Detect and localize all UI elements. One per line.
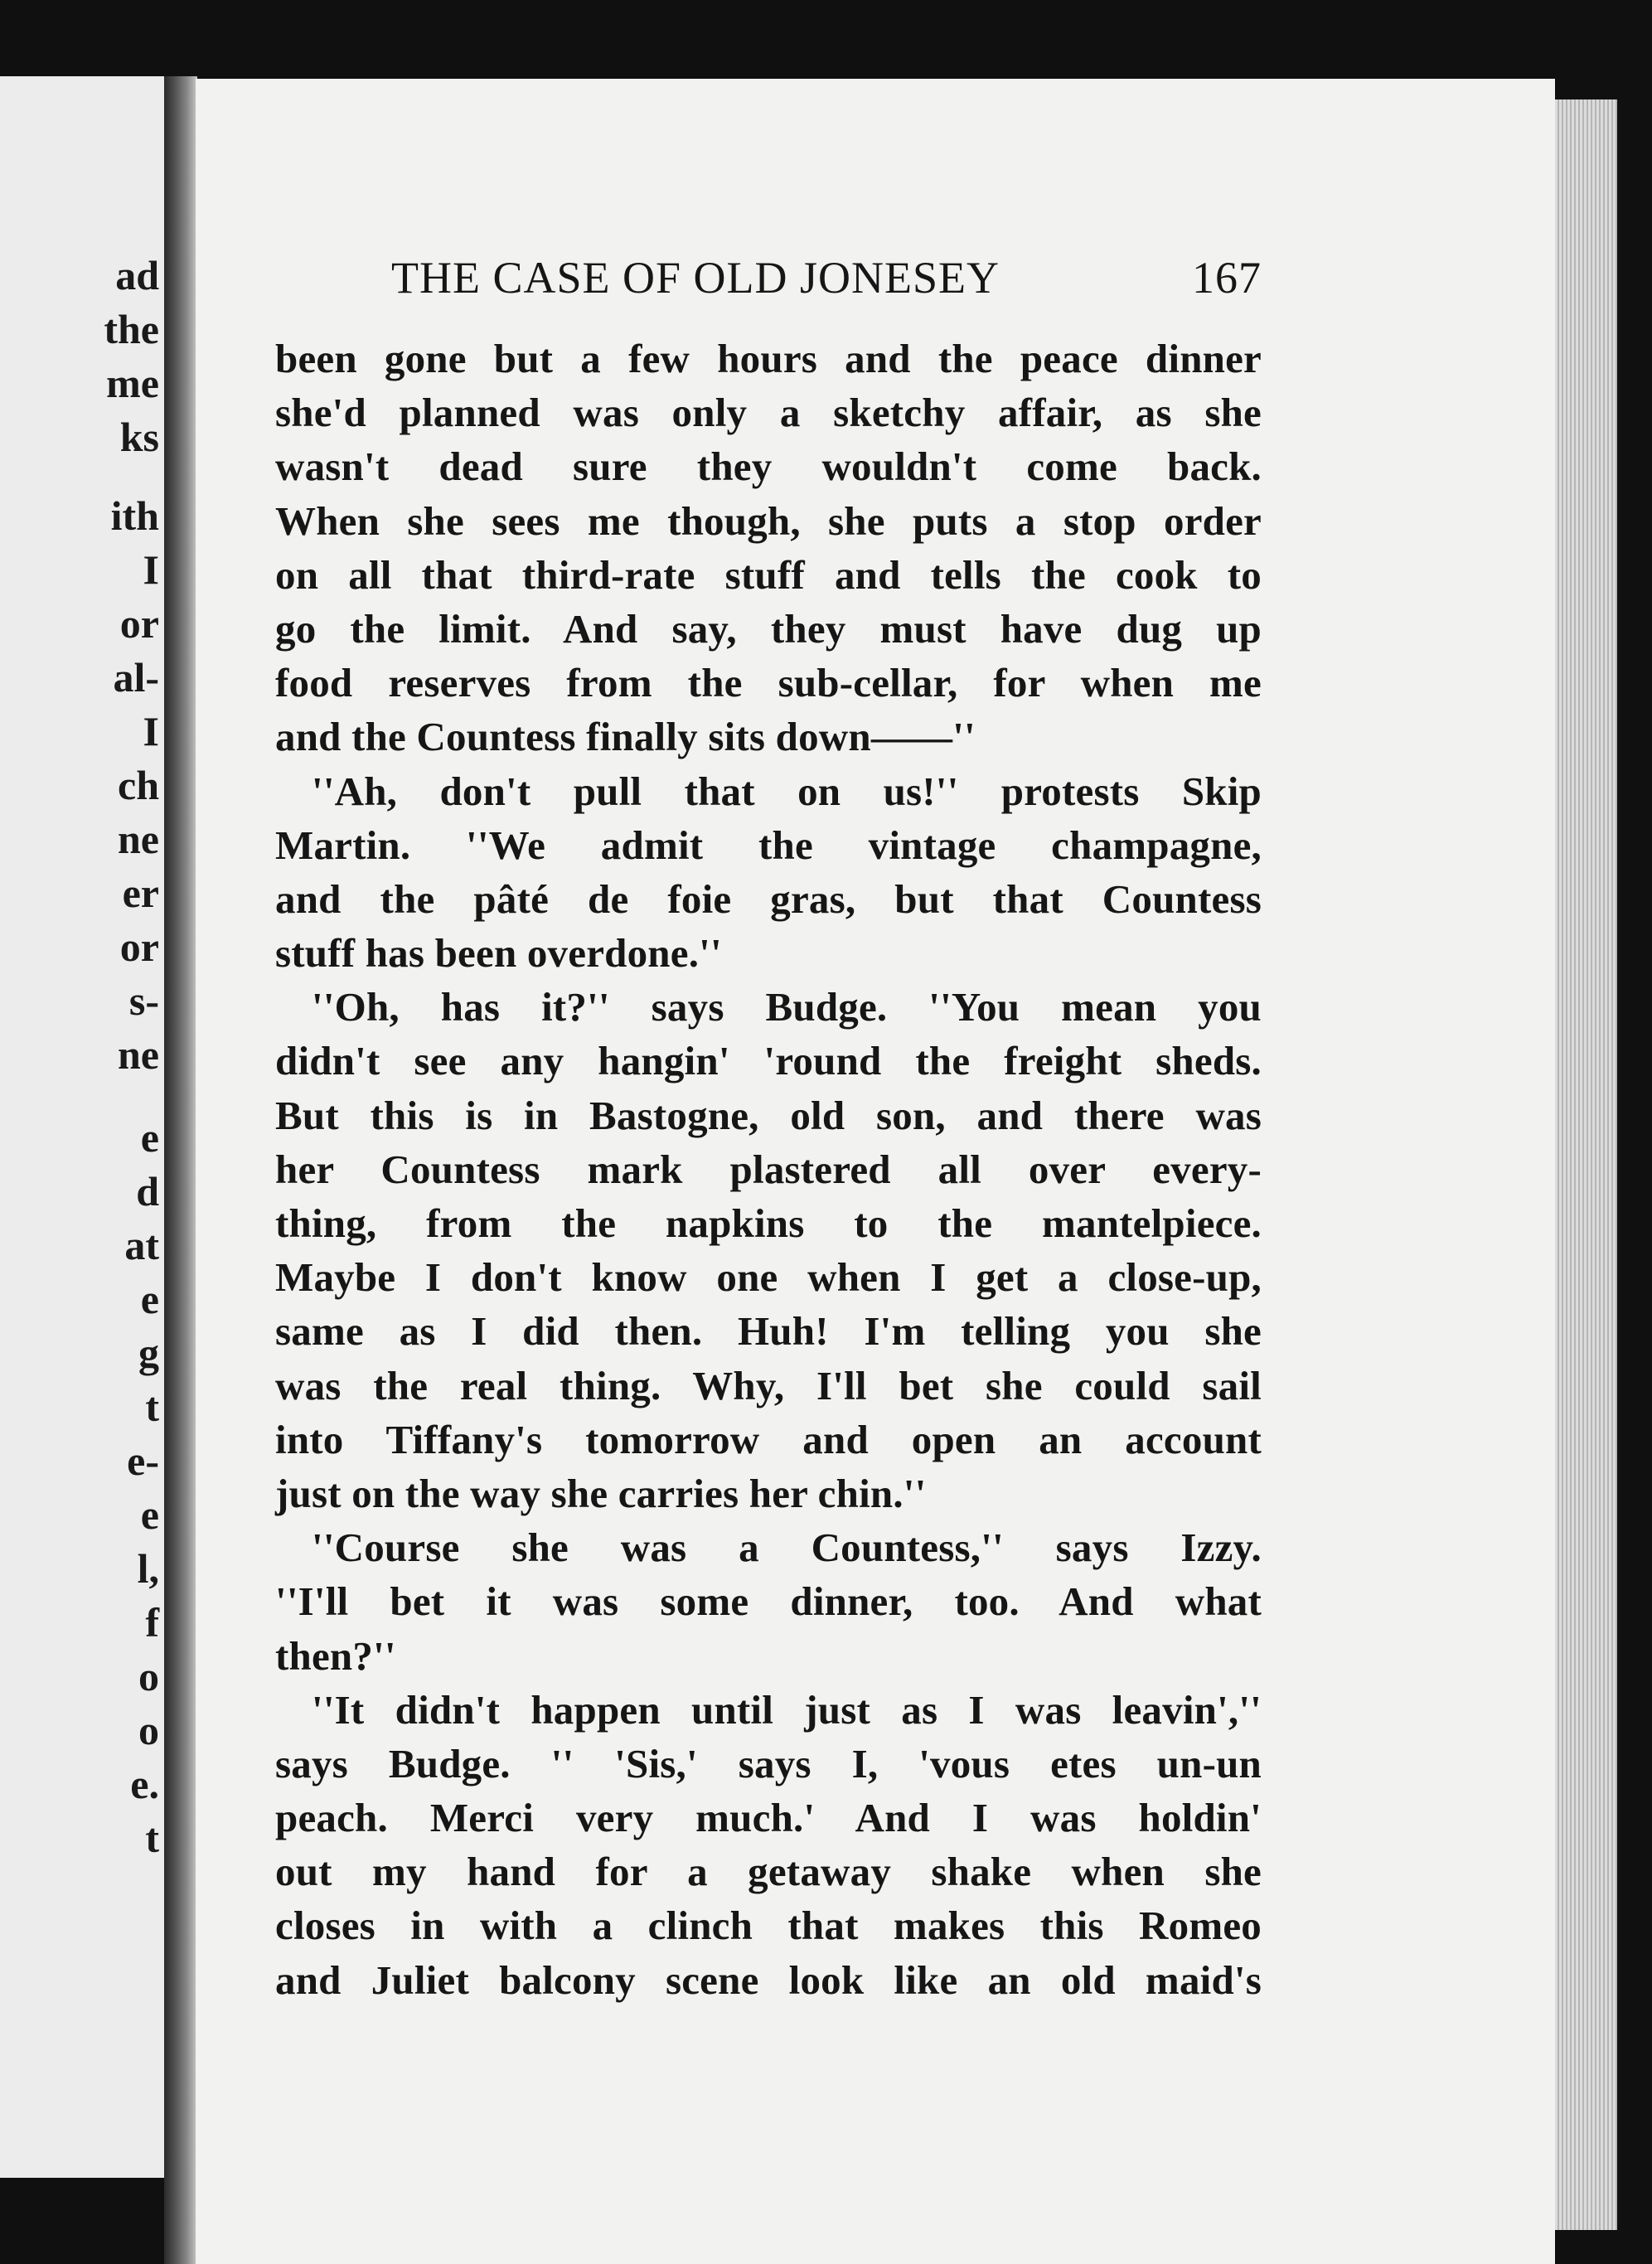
left-page-text-fragment: I — [143, 546, 159, 593]
left-page-text-fragment: e — [140, 1276, 159, 1322]
text-line: wasn't dead sure they wouldn't come back. — [275, 444, 1262, 490]
running-head — [391, 249, 1262, 307]
text-line: and the pâté de foie gras, but that Countess — [275, 875, 1262, 922]
text-line: says Budge. '' 'Sis,' says I, 'vous etes un-un — [275, 1740, 1262, 1786]
page-number: 167 — [1192, 253, 1262, 303]
left-page-text-fragment: s- — [128, 977, 159, 1024]
text-line: peach. Merci very much.' And I was holdin' — [275, 1795, 1262, 1841]
left-page-text-fragment: me — [106, 360, 159, 406]
text-line: and Juliet balcony scene look like an old maid's — [275, 1956, 1262, 2003]
left-page-text-fragment: er — [122, 870, 159, 916]
text-line: then?'' — [275, 1632, 396, 1679]
left-page-text-fragment: e — [140, 1491, 159, 1538]
left-page-text-fragment: ne — [118, 1031, 159, 1078]
text-line: food reserves from the sub-cellar, for when me — [275, 660, 1262, 706]
left-page-text-fragment: g — [138, 1330, 159, 1376]
text-line: ''It didn't happen until just as I was leavin','' — [312, 1686, 1262, 1733]
text-line: ''I'll bet it was some dinner, too. And what — [275, 1578, 1262, 1625]
left-page-text-fragment: or — [119, 600, 159, 647]
left-page-text-fragment: ks — [119, 414, 159, 460]
left-page-text-fragment: t — [145, 1384, 159, 1430]
text-line: ''Oh, has it?'' says Budge. ''You mean you — [312, 984, 1262, 1030]
left-page-text-fragment: o — [138, 1653, 159, 1699]
left-page-text-fragment: ad — [115, 252, 159, 298]
text-line: stuff has been overdone.'' — [275, 930, 722, 977]
left-page-text-fragment: e- — [127, 1437, 159, 1484]
text-line: go the limit. And say, they must have dug up — [275, 605, 1262, 652]
text-line: just on the way she carries her chin.'' — [275, 1470, 927, 1516]
book-gutter — [164, 76, 197, 2264]
left-page-text-fragment: e. — [130, 1761, 159, 1807]
text-line: out my hand for a getaway shake when she — [275, 1849, 1262, 1895]
body-text — [275, 332, 1262, 2007]
text-line: Maybe I don't know one when I get a close-up, — [275, 1254, 1262, 1301]
text-line: closes in with a clinch that makes this Romeo — [275, 1903, 1262, 1949]
text-line: same as I did then. Huh! I'm telling you she — [275, 1308, 1262, 1355]
left-page-fragment — [0, 76, 164, 2178]
left-page-text-fragment: o — [138, 1707, 159, 1753]
left-page-text-fragment: l, — [137, 1545, 159, 1592]
text-line: she'd planned was only a sketchy affair, as she — [275, 390, 1262, 436]
text-line: her Countess mark plastered all over every- — [275, 1146, 1262, 1192]
left-page-text-fragment: al- — [113, 654, 159, 701]
left-page-text-fragment: ch — [118, 762, 159, 808]
running-head-title: THE CASE OF OLD JONESEY — [391, 253, 1000, 303]
left-page-text-fragment: at — [124, 1222, 159, 1268]
text-line: didn't see any hangin' 'round the freight sheds. — [275, 1038, 1262, 1084]
left-page-text-fragment: I — [143, 708, 159, 754]
text-line: Martin. ''We admit the vintage champagne, — [275, 822, 1262, 868]
left-page-text-fragment: ne — [118, 816, 159, 862]
left-page-text-fragment: or — [119, 924, 159, 970]
left-page-text-fragment: f — [145, 1599, 159, 1646]
text-line: and the Countess finally sits down——'' — [275, 714, 976, 760]
left-page-text-fragment: e — [140, 1114, 159, 1161]
left-page-text-fragment: d — [136, 1168, 159, 1214]
text-line: thing, from the napkins to the mantelpiece. — [275, 1200, 1262, 1246]
text-line: been gone but a few hours and the peace dinner — [275, 336, 1262, 381]
text-line: ''Course she was a Countess,'' says Izzy. — [312, 1525, 1262, 1571]
left-page-text-fragment: ith — [110, 492, 159, 539]
page-edges — [1555, 99, 1617, 2230]
left-page-text-fragment: the — [104, 306, 159, 352]
text-line: But this is in Bastogne, old son, and there was — [275, 1092, 1262, 1138]
left-page-text-fragment: t — [145, 1815, 159, 1861]
text-line: into Tiffany's tomorrow and open an account — [275, 1416, 1262, 1462]
text-line: When she sees me though, she puts a stop order — [275, 497, 1262, 544]
text-line: ''Ah, don't pull that on us!'' protests Skip — [312, 768, 1262, 814]
text-line: was the real thing. Why, I'll bet she could sail — [275, 1362, 1262, 1408]
text-line: on all that third-rate stuff and tells the cook to — [275, 551, 1262, 598]
